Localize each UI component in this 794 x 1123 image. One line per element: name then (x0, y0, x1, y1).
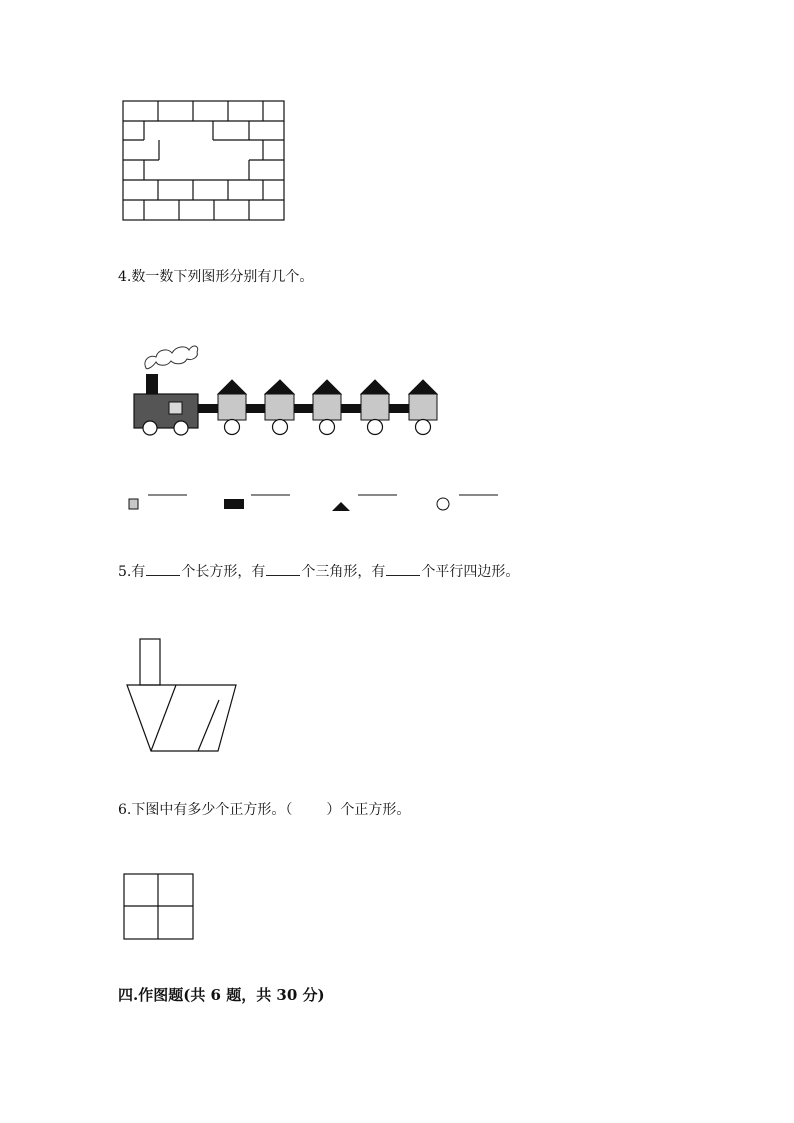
question-4-text: 数一数下列图形分别有几个。 (131, 269, 314, 285)
question-6-text-end: ）个正方形。 (326, 802, 411, 818)
question-5-text: 个平行四边形。 (421, 564, 520, 580)
question-6-text: 下图中有多少个正方形。（ (131, 802, 293, 818)
question-5-number: 5. (118, 564, 132, 580)
question-5-text: 个三角形，有 (301, 564, 386, 580)
question-5-text: 有 (131, 564, 146, 580)
question-5-text: 个长方形，有 (181, 564, 266, 580)
section-heading: 四.作图题(共 6 题，共 30 分) (118, 986, 325, 1004)
question-6-number: 6. (118, 802, 132, 818)
question-4-number: 4. (118, 269, 132, 285)
